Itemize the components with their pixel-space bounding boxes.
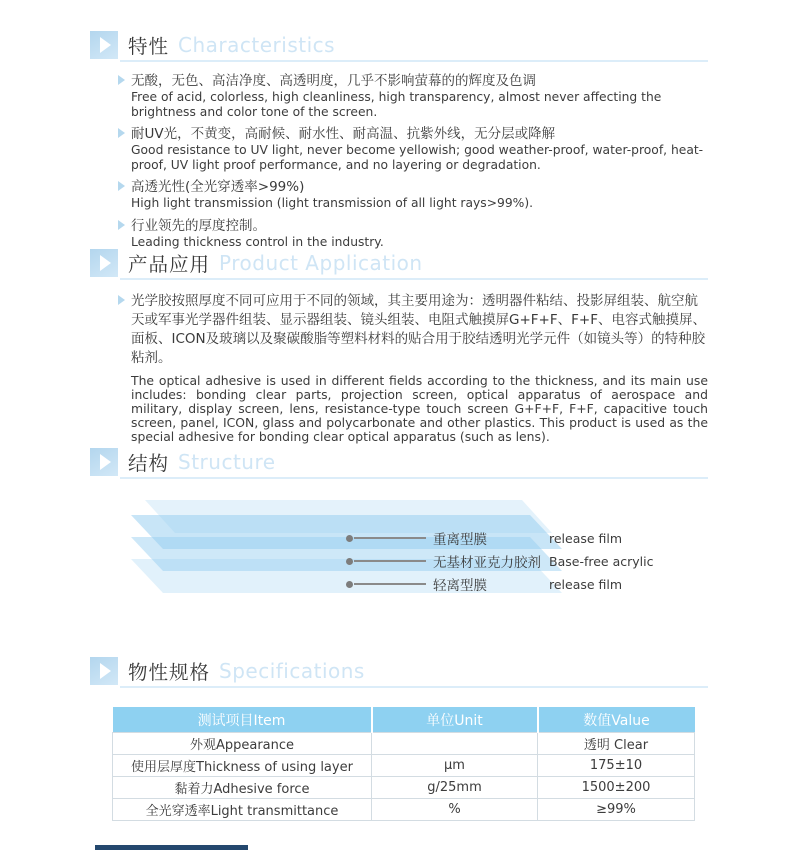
layer-callout	[346, 529, 622, 547]
layer-label-en: release film	[549, 530, 623, 546]
section-header-specifications	[90, 656, 708, 686]
table-row	[113, 755, 695, 777]
play-arrow-icon	[90, 31, 118, 59]
layer-label-zh: 重离型膜	[433, 532, 487, 548]
bullet-arrow-icon	[118, 181, 125, 191]
footer-bar	[95, 845, 248, 850]
bullet-text-en: High light transmission (light transmission of all light rays>99%).	[131, 196, 534, 210]
section-specifications	[90, 656, 708, 821]
list-item	[118, 125, 708, 172]
layer-label-en: Base-free acrylic	[549, 553, 654, 569]
application-paragraph-zh	[118, 292, 708, 368]
table-row	[113, 799, 695, 821]
cell-value: 透明 Clear	[538, 733, 695, 755]
play-arrow-icon	[90, 657, 118, 685]
section-characteristics	[90, 30, 708, 255]
bullet-text-en: Free of acid, colorless, high cleanliness, high transparency, almost never affecting the brightness and color tone of the screen.	[131, 90, 662, 119]
cell-value: 1500±200	[538, 777, 695, 799]
bullet-arrow-icon	[118, 75, 125, 85]
section-title-zh: 结构	[128, 452, 170, 475]
section-title-zh: 物性规格	[128, 661, 211, 684]
callout-leader-line	[354, 583, 426, 585]
layer-label-en: release film	[549, 576, 623, 592]
column-header-item: 测试项目Item	[113, 707, 372, 733]
play-arrow-icon	[90, 249, 118, 277]
section-underline	[120, 686, 708, 688]
play-arrow-icon	[90, 448, 118, 476]
bullet-text-zh: 行业领先的厚度控制。	[131, 217, 266, 234]
section-structure	[90, 447, 708, 667]
callout-dot-icon	[346, 558, 353, 565]
layer-label-zh: 无基材亚克力胶剂	[433, 555, 541, 571]
section-underline	[120, 60, 708, 62]
column-header-value: 数值Value	[538, 707, 695, 733]
table-header-row	[113, 707, 695, 733]
table-row	[113, 733, 695, 755]
layer-callout	[346, 552, 653, 570]
cell-unit	[372, 733, 538, 755]
cell-value: ≥99%	[538, 799, 695, 821]
cell-value: 175±10	[538, 755, 695, 777]
callout-leader-line	[354, 537, 426, 539]
table-row	[113, 777, 695, 799]
list-item	[118, 72, 708, 119]
section-title-en: Product Application	[219, 251, 423, 275]
section-header-structure	[90, 447, 708, 477]
column-header-unit: 单位Unit	[372, 707, 538, 733]
callout-dot-icon	[346, 535, 353, 542]
characteristics-list	[118, 72, 708, 249]
layer-label-zh: 轻离型膜	[433, 578, 487, 594]
section-header-application	[90, 248, 708, 278]
section-underline	[120, 278, 708, 280]
bullet-arrow-icon	[118, 220, 125, 230]
bullet-text-en: Good resistance to UV light, never become yellowish; good weather-proof, water-proof, heat-proof, UV light proof performance, and no layering or degradation.	[131, 143, 704, 172]
cell-unit: %	[372, 799, 538, 821]
bullet-text-zh: 高透光性(全光穿透率>99%)	[131, 179, 305, 195]
section-underline	[120, 477, 708, 479]
layer-callout	[346, 575, 622, 593]
callout-leader-line	[354, 560, 426, 562]
bullet-arrow-icon	[118, 128, 125, 138]
cell-item: 全光穿透率Light transmittance	[113, 799, 372, 821]
list-item	[118, 178, 708, 211]
section-title-en: Characteristics	[178, 33, 336, 57]
section-header-characteristics	[90, 30, 708, 60]
section-title-zh: 特性	[128, 35, 170, 58]
section-title-zh: 产品应用	[128, 253, 211, 276]
section-application	[90, 248, 708, 444]
bullet-text-en: Leading thickness control in the industry.	[131, 234, 384, 249]
bullet-text-zh: 耐UV光，不黄变，高耐候、耐水性、耐高温、抗紫外线，无分层或降解	[131, 126, 556, 142]
paragraph-text-zh: 光学胶按照厚度不同可应用于不同的领域，其主要用途为：透明器件粘结、投影屏组装、航空航天或军事光学器件组装、显示器组装、镜头组装、电阻式触摸屏G+F+F、F+F、电容式触摸屏、面板、ICON及玻璃以及聚碳酸脂等塑料材料的贴合用于胶结透明光学元件（如镜头等）的特种胶粘剂。	[131, 293, 706, 366]
bullet-arrow-icon	[118, 295, 125, 305]
bullet-text-zh: 无酸，无色、高洁净度、高透明度，几乎不影响萤幕的的辉度及色调	[131, 73, 536, 89]
cell-unit: g/25mm	[372, 777, 538, 799]
cell-item: 使用层厚度Thickness of using layer	[113, 755, 372, 777]
cell-unit: μm	[372, 755, 538, 777]
section-title-en: Specifications	[219, 659, 365, 683]
specifications-table	[112, 707, 695, 821]
callout-dot-icon	[346, 581, 353, 588]
list-item	[118, 217, 708, 250]
application-paragraph-en: The optical adhesive is used in different fields according to the thickness, and its main use includes: bonding clear parts, projection screen, optical apparatus of aerospace and military, display screen, lens, resistance-type touch screen G+F+F, F+F, capacitive touch screen, panel, ICON, glass and polycarbonate and other plastics. This product is used as the special adhesive for bonding clear optical apparatus (such as lens).	[131, 373, 708, 444]
layer-stack-diagram	[90, 497, 708, 667]
cell-item: 黏着力Adhesive force	[113, 777, 372, 799]
section-title-en: Structure	[178, 450, 276, 474]
cell-item: 外观Appearance	[113, 733, 372, 755]
